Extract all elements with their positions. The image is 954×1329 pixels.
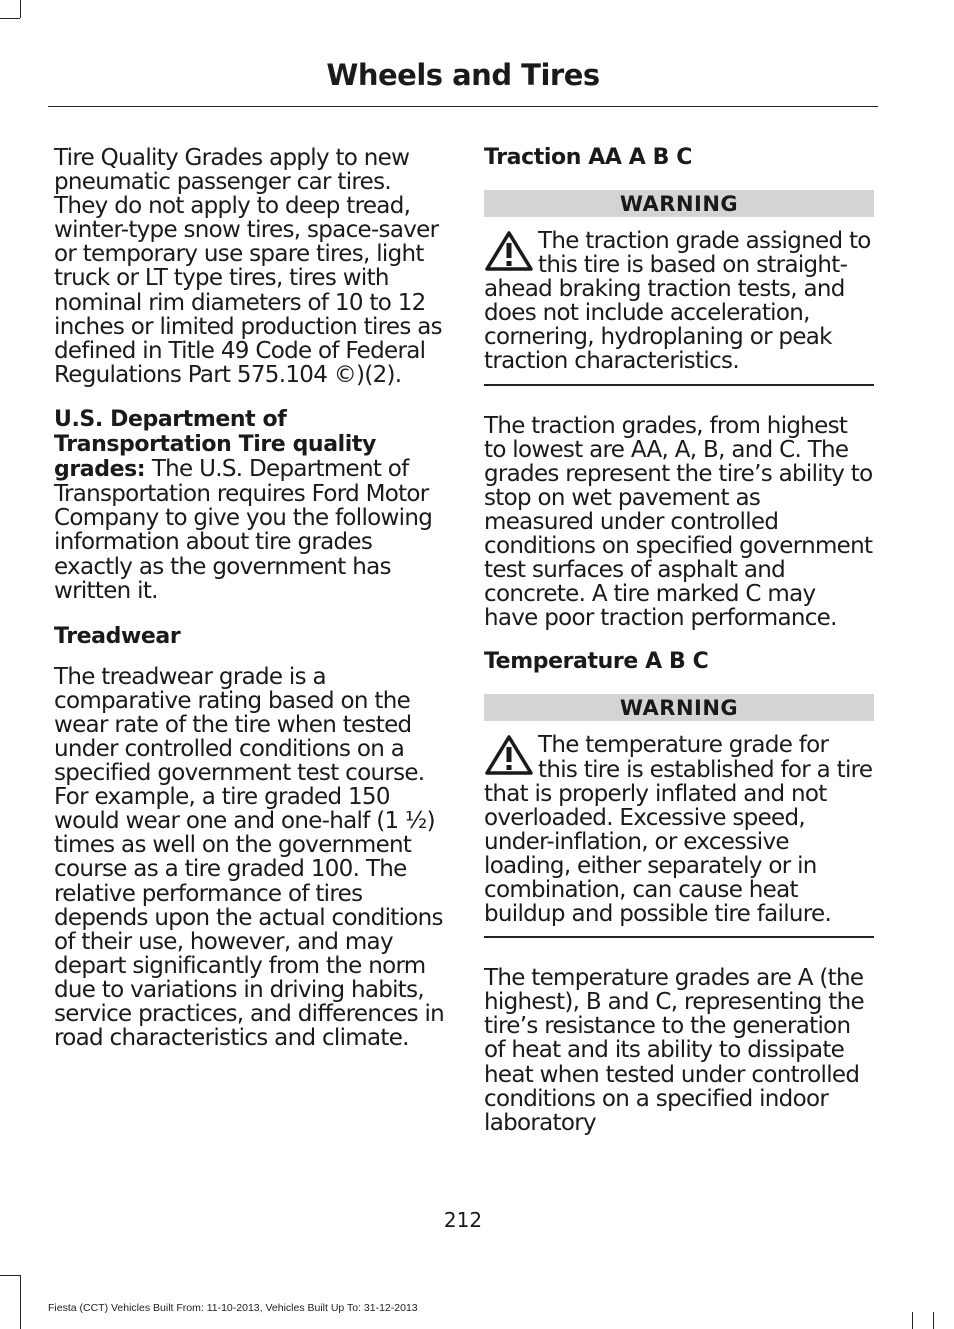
- temperature-warning-bar: WARNING: [484, 694, 874, 721]
- footer-vehicle-info: Fiesta (CCT) Vehicles Built From: 11-10-2013, Vehicles Built Up To: 31-12-2013: [48, 1302, 418, 1314]
- treadwear-heading: Treadwear: [54, 623, 181, 649]
- crop-mark-top-left-h: [0, 18, 20, 19]
- temperature-warning-text: The temperature grade for this tire is established for a tire that is properly inflated and not overloaded. Excessive speed, under-inflation, or excessive loading, either separately or in combination, can cause heat buildup and possible tire failure.: [484, 732, 873, 928]
- dot-text: The U.S. Department of Transportation requires Ford Motor Company to give you the following information about tire grades exactly as the government has written it.: [54, 456, 433, 604]
- page-title: Wheels and Tires: [326, 58, 600, 92]
- treadwear-paragraph: The treadwear grade is a comparative rating based on the wear rate of the tire when tested under controlled conditions on a specified government test course. For example, a tire graded 150 would wear one and one-half (1 ½) times as well on the government course as a tire graded 100. The relative performance of tires depends upon the actual conditions of their use, however, and may depart significantly from the norm due to variations in driving habits, service practices, and differences in road characteristics and climate.: [54, 663, 445, 1052]
- page-number: 212: [443, 1208, 483, 1232]
- traction-heading: Traction AA A B C: [484, 145, 692, 170]
- right-column: [484, 146, 874, 1155]
- title-divider: [48, 106, 878, 107]
- temperature-paragraph: The temperature grades are A (the highest), B and C, representing the tire’s resistance to the generation of heat and its ability to dissipate heat when tested under controlled conditions on a specified indoor laboratory: [484, 965, 864, 1136]
- dot-heading: U.S. Department of Transportation Tire quality grades:: [54, 406, 376, 483]
- crop-mark-bottom-right-v1: [912, 1312, 913, 1329]
- crop-mark-bottom-left-v: [20, 1275, 21, 1329]
- traction-warning-divider: [484, 384, 874, 386]
- traction-warning-text: The traction grade assigned to this tire is based on straight-ahead braking traction tests, and does not include acceleration, cornering, hydroplaning or peak traction characteristics.: [484, 228, 871, 375]
- warning-triangle-icon: [484, 229, 534, 273]
- traction-paragraph: The traction grades, from highest to lowest are AA, A, B, and C. The grades represent the tire’s ability to stop on wet pavement as measured under controlled conditions on specified government test surfaces of asphalt and concrete. A tire marked C may have poor traction performance.: [484, 412, 873, 632]
- temperature-heading: Temperature A B C: [484, 649, 709, 675]
- traction-warning-bar: WARNING: [484, 190, 874, 217]
- crop-mark-top-left-v: [20, 0, 21, 18]
- warning-triangle-icon: [484, 733, 534, 777]
- intro-paragraph: Tire Quality Grades apply to new pneumatic passenger car tires. They do not apply to deep tread, winter-type snow tires, space-saver or temporary use spare tires, light truck or LT type tires, tires with nominal rim diameters of 10 to 12 inches or limited production tires as defined in Title 49 Code of Federal Regulations Part 575.104 ©)(2).: [54, 145, 442, 388]
- left-column: [54, 146, 446, 1070]
- crop-mark-bottom-right-v2: [933, 1312, 934, 1329]
- dot-paragraph: [54, 407, 446, 603]
- temperature-warning-divider: [484, 936, 874, 938]
- crop-mark-bottom-left-h: [0, 1275, 20, 1276]
